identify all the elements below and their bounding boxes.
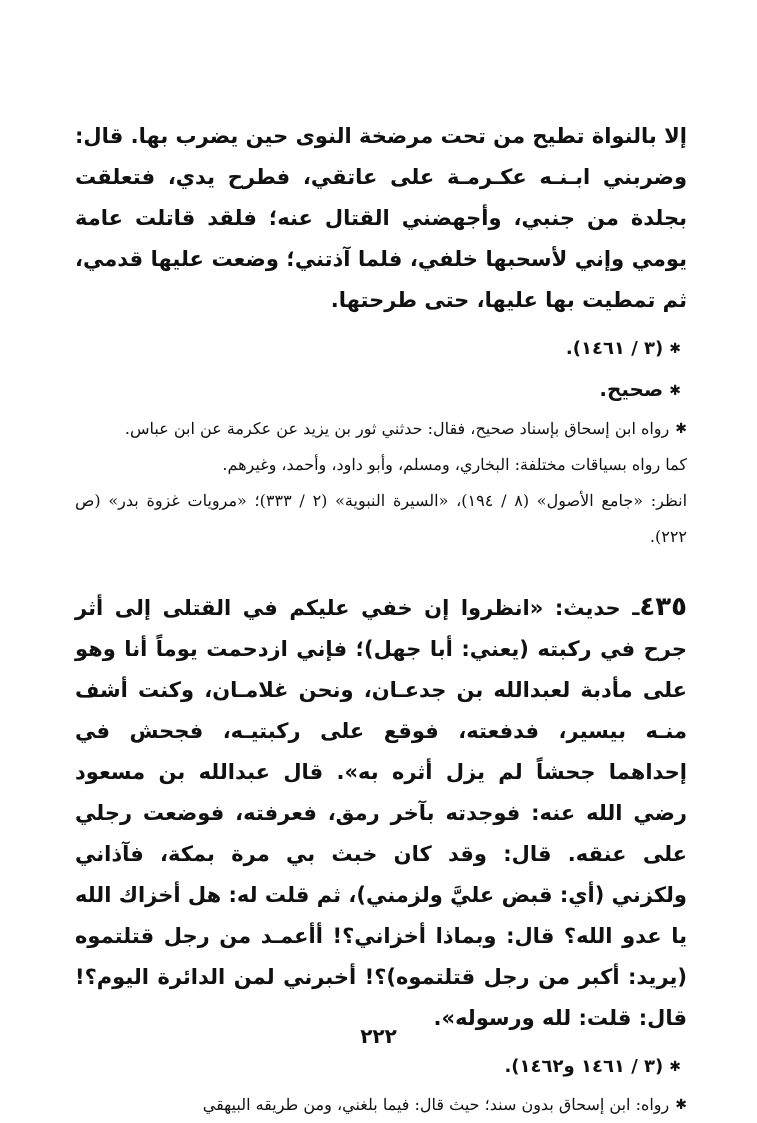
hadith-435-text <box>75 587 687 1039</box>
takhrij-note-other: كما رواه بسياقات مختلفة: البخاري، ومسلم، وأبو داود، وأحمد، وغيرهم. <box>222 455 687 474</box>
hadith-continuation-text: إلا بالنواة تطيح من تحت مرضخة النوى حين يضرب بها. قال: وضربني ابـنـه عكـرمـة على عاتقي، فطرح يدي، فتعلقت بجلدة من جنبي، وأجهضني القتال عنه؛ فلقد قاتلت عامة يومي وإني لأسحبها خلفي، فلما آذتني؛ وضعت عليها قدمي، ثم تمطيت بها عليها، حتى طرحتها. <box>75 124 687 312</box>
page-number: ٢٢٢ <box>360 1024 397 1048</box>
star-bullet-icon: ✱ <box>669 341 681 357</box>
star-bullet-icon: ✱ <box>675 421 687 437</box>
hadith-body: «انظروا إن خفي عليكم في القتلى إلى أثر جرح في ركبته (يعني: أبا جهل)؛ فإني ازدحمت يوماً أنا وهو على مأدبة لعبدالله بن جدعـان، ونحن غلامـان، وكنت أشف منـه بيسير، فدفعته، فوقع على ركبتيـه، فجحش في إحداهما جحشاً لم يزل أثره به». قال عبدالله بن مسعود رضي الله عنه: فوجدته بآخر رمق، فعرفته، فوضعت رجلي على عنقه. قال: وقد كان خبث بي مرة بمكة، فآذاني ولكزني (أي: قبض عليَّ ولزمني)، ثم قلت له: هل أخزاك الله يا عدو الله؟ قال: وبماذا أخزاني؟! أأعمـد من رجل قتلتموه (يريد: أكبر من رجل قتلتموه)؟! أخبرني لمن الدائرة اليوم؟! قال: قلت: لله ورسوله». <box>75 596 687 1030</box>
spacer <box>75 555 687 587</box>
grade-text: صحيح. <box>599 377 664 401</box>
page-body <box>75 116 687 1123</box>
hadith-label: ـ حديث: <box>554 596 640 620</box>
reference-text: (٣ / ١٤٦١ و١٤٦٢). <box>504 1056 664 1077</box>
reference-text: (٣ / ١٤٦١). <box>565 338 664 359</box>
star-bullet-icon: ✱ <box>669 1059 681 1075</box>
takhrij-note <box>75 411 687 447</box>
takhrij-note-sources: انظر: «جامع الأصول» (٨ / ١٩٤)، «السيرة النبوية» (٢ / ٣٣٣)؛ «مرويات غزوة بدر» (ص ٢٢٢). <box>75 491 688 546</box>
grade-line <box>75 369 687 411</box>
spacer <box>75 321 687 329</box>
takhrij-note-text: رواه ابن إسحاق بإسناد صحيح، فقال: حدثني ثور بن يزيد عن عكرمة عن ابن عباس. <box>124 419 670 438</box>
star-bullet-icon: ✱ <box>675 1097 687 1113</box>
reference-line <box>75 329 687 369</box>
reference-line <box>75 1047 687 1087</box>
takhrij-note <box>75 1087 687 1123</box>
takhrij-note-text: رواه: ابن إسحاق بدون سند؛ حيث قال: فيما بلغني، ومن طريقه البيهقي <box>202 1095 670 1114</box>
hadith-number: ٤٣٥ <box>639 592 687 622</box>
star-bullet-icon: ✱ <box>669 383 681 399</box>
